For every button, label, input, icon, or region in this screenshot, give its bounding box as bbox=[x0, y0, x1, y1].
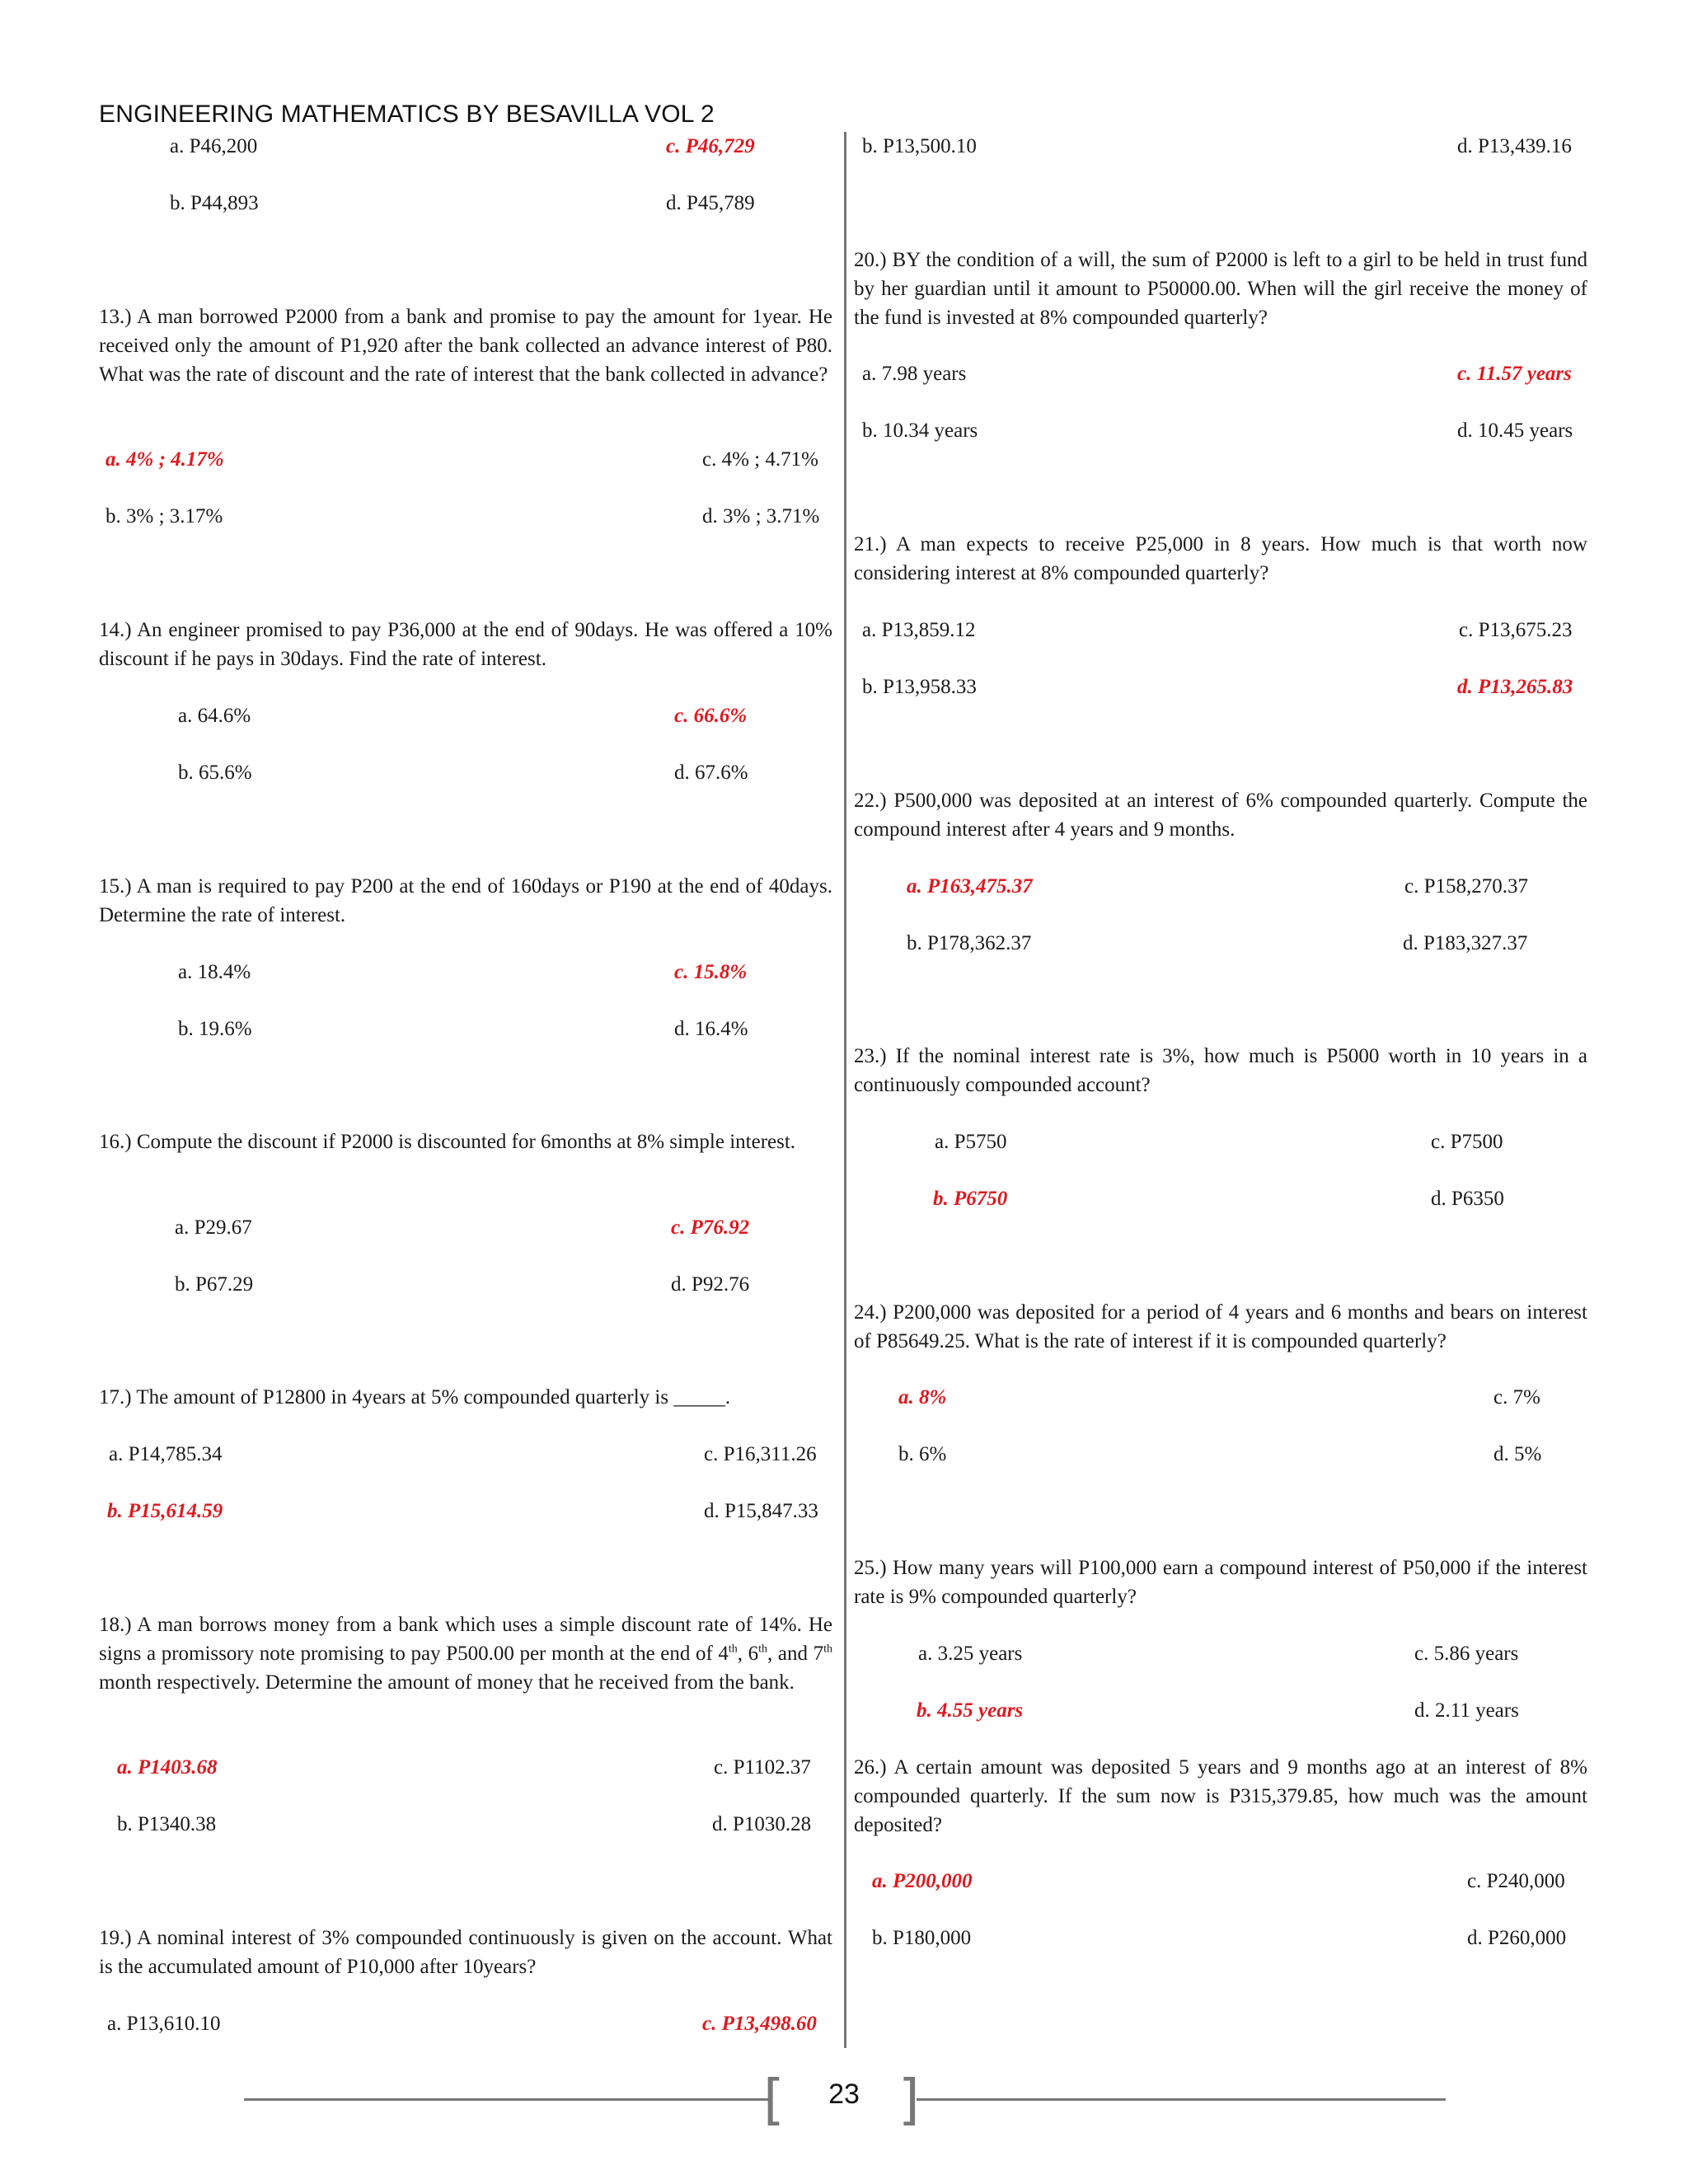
q18-text-part4: month respectively. Determine the amount of money that he received from the bank. bbox=[99, 1671, 795, 1694]
q13-option-c: c. 4% ; 4.71% bbox=[702, 448, 818, 471]
footer-right-brace: ] bbox=[898, 2068, 920, 2131]
q18-superscript-3: th bbox=[823, 1643, 832, 1656]
q26-option-d: d. P260,000 bbox=[1467, 1927, 1567, 1949]
q12-option-c-answer: c. P46,729 bbox=[666, 135, 755, 157]
q20-option-b: b. 10.34 years bbox=[862, 419, 978, 442]
q17-option-d: d. P15,847.33 bbox=[704, 1500, 818, 1522]
q18-text-part1: 18.) A man borrows money from a bank which uses a simple discount rate of 14%. He signs a promissory note promising to pay P500.00 per month at the end of 4 bbox=[99, 1614, 832, 1665]
footer-left-brace: [ bbox=[763, 2068, 785, 2131]
q16-option-b: b. P67.29 bbox=[175, 1273, 254, 1296]
q15-option-b: b. 19.6% bbox=[178, 1018, 252, 1040]
q16-option-c-answer: c. P76.92 bbox=[671, 1216, 750, 1239]
q14-option-b: b. 65.6% bbox=[178, 762, 252, 784]
q18-text-part3: , and 7 bbox=[767, 1643, 824, 1665]
page-header: ENGINEERING MATHEMATICS BY BESAVILLA VOL 2 bbox=[99, 101, 715, 128]
q22-text: 22.) P500,000 was deposited at an interest of 6% compounded quarterly. Compute the compound interest after 4 years and 9 months. bbox=[854, 790, 1587, 841]
q18-option-d: d. P1030.28 bbox=[712, 1813, 812, 1835]
q26-text: 26.) A certain amount was deposited 5 years and 9 months ago at an interest of 8% compounded quarterly. If the sum now is P315,379.85, how much was the amount deposited? bbox=[854, 1756, 1587, 1836]
q15-option-a: a. 18.4% bbox=[178, 961, 251, 983]
q20-text: 20.) BY the condition of a will, the sum of P2000 is left to a girl to be held in trust fund by her guardian until it amount to P50000.00. When will the girl receive the money of the fund is invested at 8% compounded quarterly? bbox=[854, 249, 1587, 329]
q13-option-b: b. 3% ; 3.17% bbox=[106, 505, 223, 527]
q17-text: 17.) The amount of P12800 in 4years at 5% compounded quarterly is _____. bbox=[99, 1386, 731, 1408]
q24-option-b: b. 6% bbox=[898, 1443, 947, 1465]
q15-text: 15.) A man is required to pay P200 at the end of 160days or P190 at the end of 40days. Determine the rate of interest. bbox=[99, 875, 832, 926]
q25-option-d: d. 2.11 years bbox=[1414, 1699, 1519, 1722]
q24-option-c: c. 7% bbox=[1493, 1386, 1540, 1408]
q18-option-b: b. P1340.38 bbox=[117, 1813, 217, 1835]
q22-option-a-answer: a. P163,475.37 bbox=[907, 875, 1033, 898]
q13-text: 13.) A man borrowed P2000 from a bank and promise to pay the amount for 1year. He received only the amount of P1,920 after the bank collected an advance interest of P80. What was the rate of discount and the rate of interest that the bank collected in advance? bbox=[99, 306, 832, 386]
q14-text: 14.) An engineer promised to pay P36,000 at the end of 90days. He was offered a 10% discount if he pays in 30days. Find the rate of interest. bbox=[99, 619, 832, 670]
q21-option-a: a. P13,859.12 bbox=[862, 619, 976, 641]
q21-option-c: c. P13,675.23 bbox=[1459, 619, 1573, 641]
q21-option-d-answer: d. P13,265.83 bbox=[1457, 676, 1573, 698]
q14-option-a: a. 64.6% bbox=[178, 705, 251, 727]
q24-option-a-answer: a. 8% bbox=[898, 1386, 947, 1408]
q17-option-c: c. P16,311.26 bbox=[704, 1443, 817, 1465]
q23-option-d: d. P6350 bbox=[1431, 1188, 1504, 1210]
q26-option-c: c. P240,000 bbox=[1467, 1870, 1565, 1892]
q20-option-a: a. 7.98 years bbox=[862, 363, 967, 385]
q20-option-d: d. 10.45 years bbox=[1457, 419, 1573, 442]
q14-option-c-answer: c. 66.6% bbox=[674, 705, 748, 727]
q18-superscript-2: th bbox=[758, 1643, 768, 1656]
q18-text-part2: , 6 bbox=[737, 1643, 759, 1665]
q25-option-b-answer: b. 4.55 years bbox=[917, 1699, 1024, 1722]
q15-option-d: d. 16.4% bbox=[674, 1018, 748, 1040]
q19-text: 19.) A nominal interest of 3% compounded continuously is given on the account. What is the accumulated amount of P10,000 after 10years? bbox=[99, 1927, 832, 1978]
q18-option-c: c. P1102.37 bbox=[714, 1756, 811, 1779]
q26-option-a-answer: a. P200,000 bbox=[872, 1870, 973, 1892]
q12-option-d: d. P45,789 bbox=[666, 192, 755, 214]
q12-option-a: a. P46,200 bbox=[170, 135, 258, 157]
q24-option-d: d. 5% bbox=[1493, 1443, 1542, 1465]
q13-option-a-answer: a. 4% ; 4.17% bbox=[106, 448, 224, 471]
q23-option-c: c. P7500 bbox=[1431, 1131, 1503, 1153]
footer-rule-right bbox=[917, 2098, 1446, 2101]
q15-option-c-answer: c. 15.8% bbox=[674, 961, 748, 983]
q13-option-d: d. 3% ; 3.71% bbox=[702, 505, 820, 527]
q22-option-b: b. P178,362.37 bbox=[907, 932, 1032, 954]
q20-option-c-answer: c. 11.57 years bbox=[1457, 363, 1572, 385]
q19-option-b: b. P13,500.10 bbox=[862, 135, 977, 157]
q25-option-a: a. 3.25 years bbox=[918, 1643, 1023, 1665]
q19-option-d: d. P13,439.16 bbox=[1457, 135, 1572, 157]
q23-option-a: a. P5750 bbox=[935, 1131, 1007, 1153]
q16-text: 16.) Compute the discount if P2000 is discounted for 6months at 8% simple interest. bbox=[99, 1131, 796, 1153]
column-divider bbox=[844, 132, 846, 2048]
q21-option-b: b. P13,958.33 bbox=[862, 676, 977, 698]
q25-text: 25.) How many years will P100,000 earn a compound interest of P50,000 if the interest rate is 9% compounded quarterly? bbox=[854, 1557, 1587, 1608]
q19-option-a: a. P13,610.10 bbox=[107, 2013, 221, 2035]
page-number: 23 bbox=[828, 2079, 860, 2110]
q22-option-c: c. P158,270.37 bbox=[1404, 875, 1528, 898]
q23-text: 23.) If the nominal interest rate is 3%, how much is P5000 worth in 10 years in a continuously compounded account? bbox=[854, 1045, 1587, 1096]
q18-text bbox=[99, 1610, 832, 1697]
q23-option-b-answer: b. P6750 bbox=[933, 1188, 1008, 1210]
q21-text: 21.) A man expects to receive P25,000 in 8 years. How much is that worth now considering interest at 8% compounded quarterly? bbox=[854, 533, 1587, 584]
q14-option-d: d. 67.6% bbox=[674, 762, 748, 784]
q22-option-d: d. P183,327.37 bbox=[1403, 932, 1528, 954]
q12-option-b: b. P44,893 bbox=[170, 192, 259, 214]
q17-option-b-answer: b. P15,614.59 bbox=[107, 1500, 223, 1522]
q26-option-b: b. P180,000 bbox=[872, 1927, 972, 1949]
q24-text: 24.) P200,000 was deposited for a period of 4 years and 6 months and bears on interest of P85649.25. What is the rate of interest if it is compounded quarterly? bbox=[854, 1301, 1587, 1352]
footer-rule-left bbox=[244, 2098, 770, 2101]
q17-option-a: a. P14,785.34 bbox=[109, 1443, 223, 1465]
q16-option-a: a. P29.67 bbox=[175, 1216, 252, 1239]
q18-option-a-answer: a. P1403.68 bbox=[117, 1756, 218, 1779]
q25-option-c: c. 5.86 years bbox=[1414, 1643, 1519, 1665]
q16-option-d: d. P92.76 bbox=[671, 1273, 750, 1296]
q18-superscript-1: th bbox=[728, 1643, 738, 1656]
q19-option-c-answer: c. P13,498.60 bbox=[702, 2013, 817, 2035]
